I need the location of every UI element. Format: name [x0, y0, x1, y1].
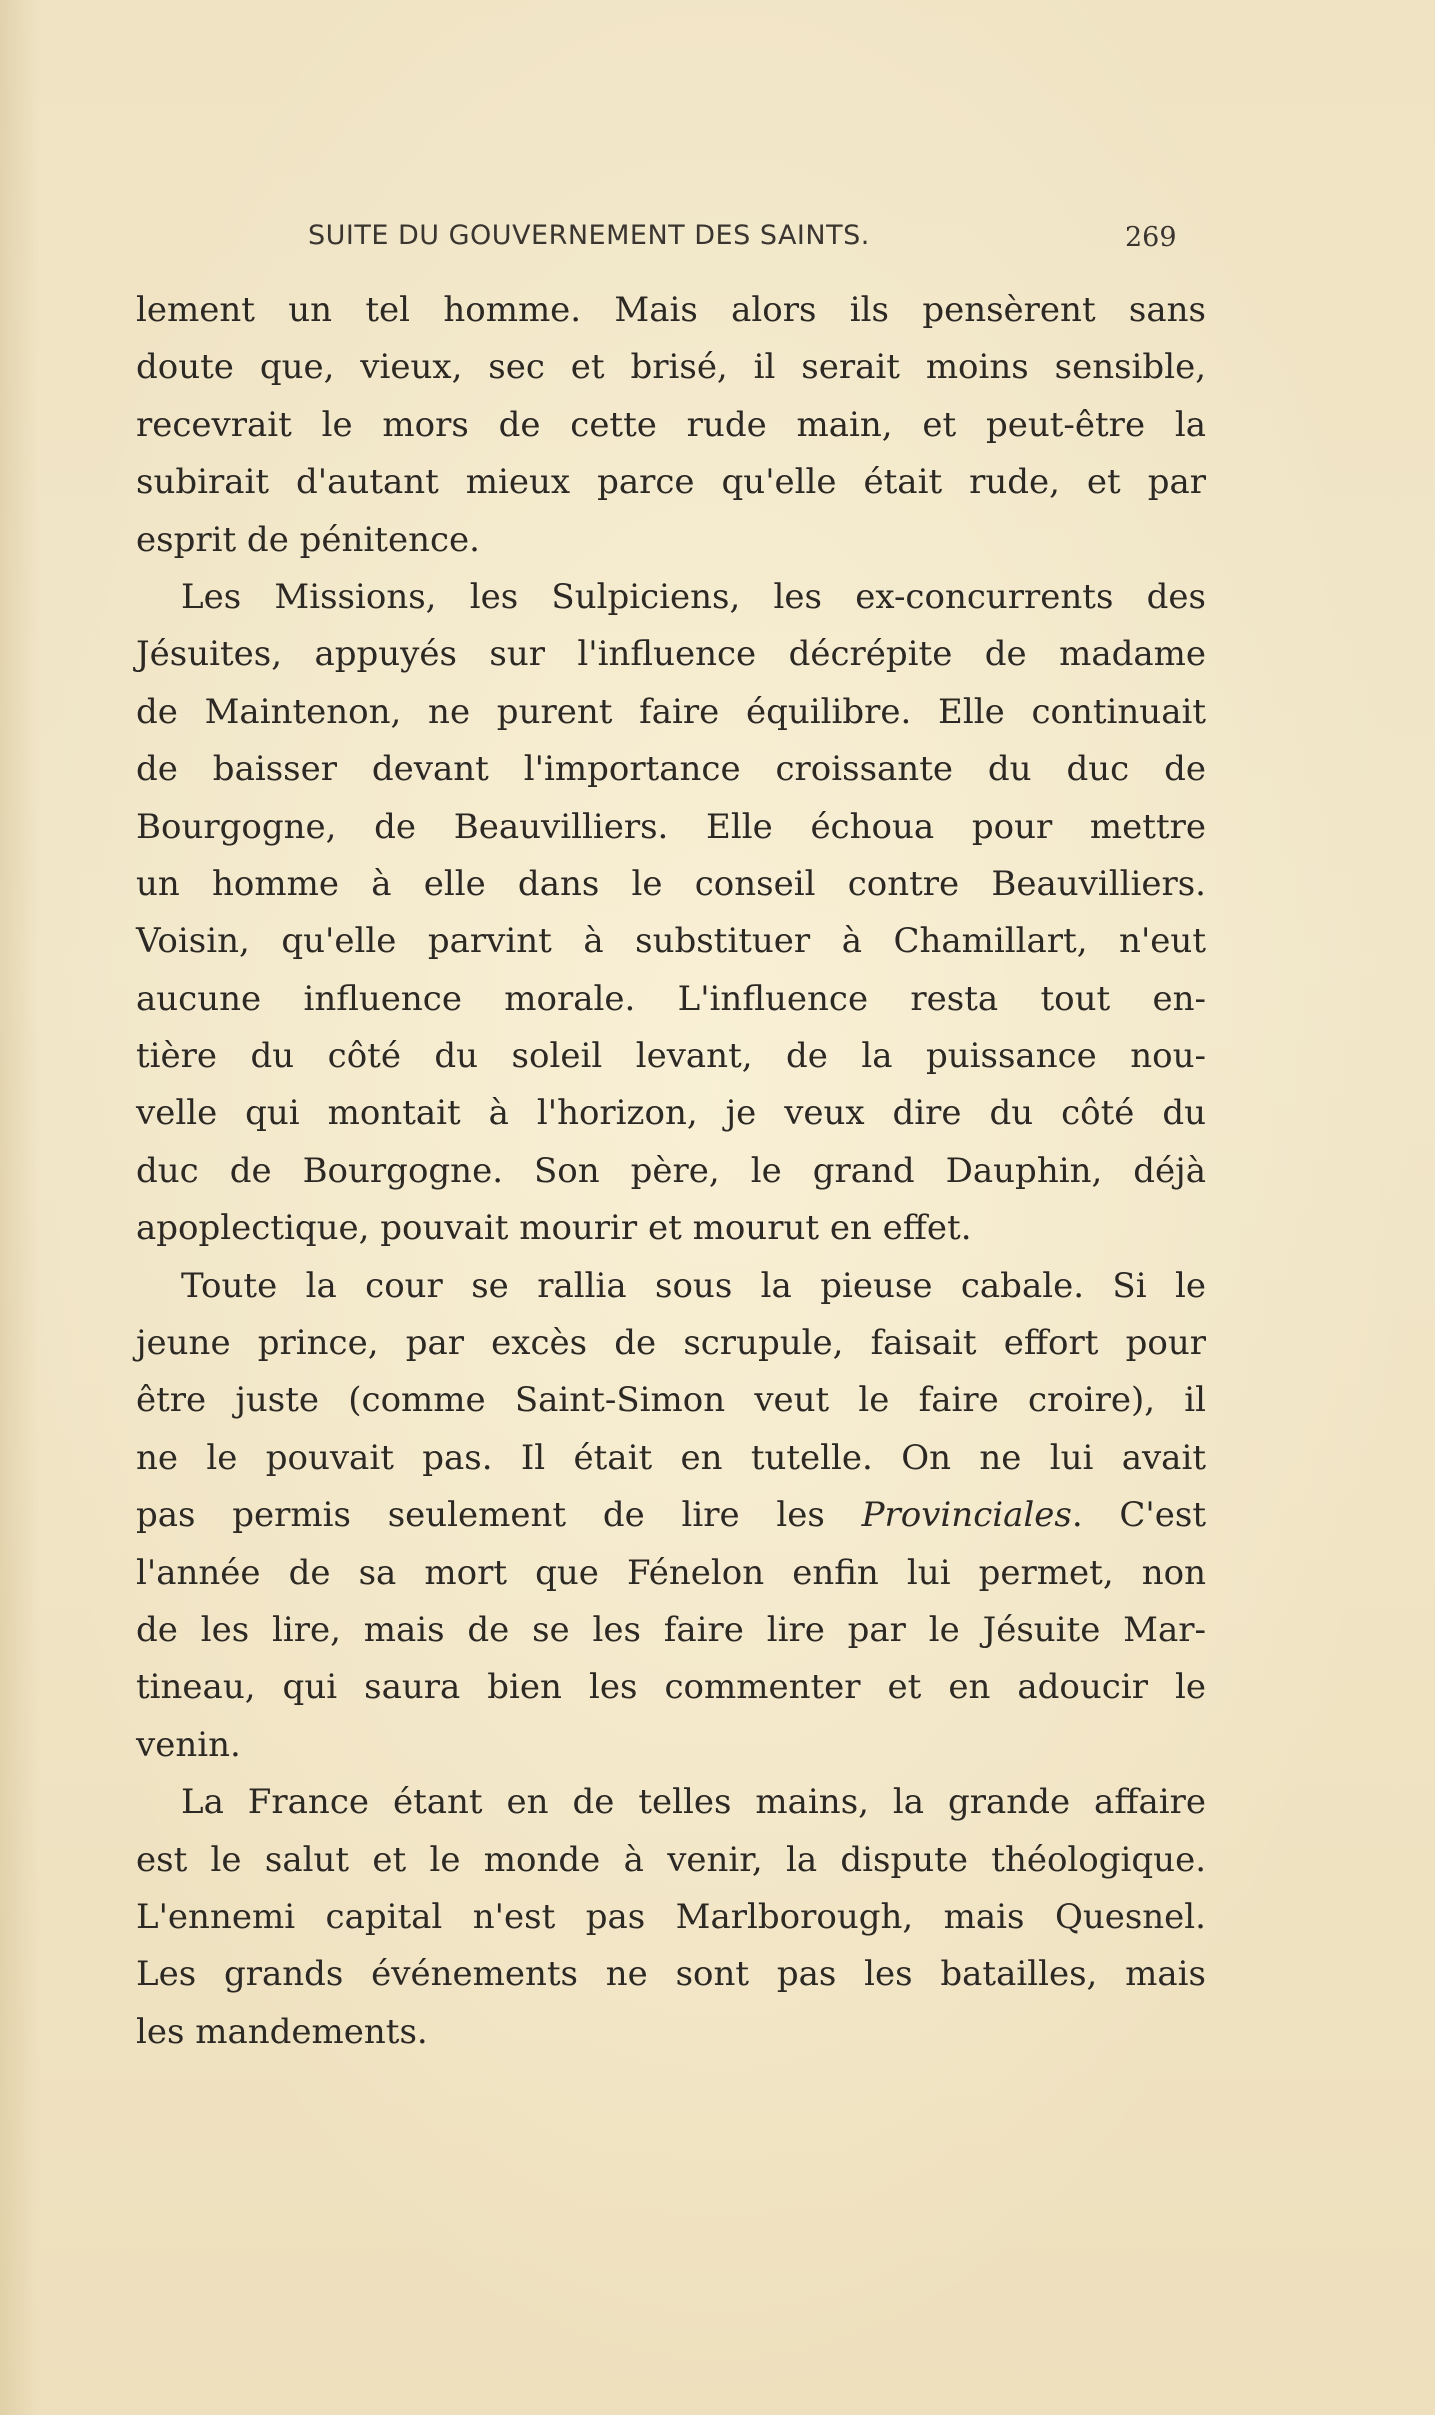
- text-line: un homme à elle dans le conseil contre Beauvilliers.: [136, 863, 1206, 904]
- text-line: de baisser devant l'importance croissante du duc de: [136, 749, 1206, 790]
- text-segment: pas permis seulement de lire les: [136, 1495, 825, 1536]
- text-line: jeune prince, par excès de scrupule, faisait effort pour: [136, 1323, 1206, 1364]
- text-line: de Maintenon, ne purent faire équilibre. Elle continuait: [136, 691, 1206, 732]
- text-line: duc de Bourgogne. Son père, le grand Dauphin, déjà: [136, 1150, 1206, 1191]
- text-line: aucune influence morale. L'influence resta tout en-: [136, 978, 1206, 1019]
- text-line: tière du côté du soleil levant, de la puissance nou-: [136, 1036, 1206, 1077]
- paragraph-3: [136, 1258, 1206, 1775]
- text-line: de les lire, mais de se les faire lire par le Jésuite Mar-: [136, 1609, 1206, 1650]
- body-text: [136, 282, 1206, 2061]
- text-line: doute que, vieux, sec et brisé, il serait moins sensible,: [136, 347, 1206, 388]
- text-line: l'année de sa mort que Fénelon enfin lui permet, non: [136, 1552, 1206, 1593]
- text-line: subirait d'autant mieux parce qu'elle était rude, et par: [136, 462, 1206, 503]
- text-line: Voisin, qu'elle parvint à substituer à Chamillart, n'eut: [136, 921, 1206, 962]
- running-title: SUITE DU GOUVERNEMENT DES SAINTS.: [308, 220, 870, 251]
- page-header: [0, 220, 1435, 260]
- text-line: être juste (comme Saint-Simon veut le faire croire), il: [136, 1380, 1206, 1421]
- text-line: ne le pouvait pas. Il était en tutelle. On ne lui avait: [136, 1437, 1206, 1478]
- italic-title: Provinciales: [861, 1495, 1072, 1536]
- text-line: Jésuites, appuyés sur l'influence décrépite de madame: [136, 634, 1206, 675]
- text-line: recevrait le mors de cette rude main, et peut-être la: [136, 404, 1206, 445]
- text-line: lement un tel homme. Mais alors ils pensèrent sans: [136, 290, 1206, 330]
- text-line: venin.: [136, 1724, 241, 1765]
- text-line: esprit de pénitence.: [136, 519, 480, 560]
- text-line: les mandements.: [136, 2011, 428, 2052]
- text-line: La France étant en de telles mains, la grande affaire: [181, 1782, 1206, 1823]
- text-line: est le salut et le monde à venir, la dispute théologique.: [136, 1839, 1206, 1880]
- text-line: Bourgogne, de Beauvilliers. Elle échoua pour mettre: [136, 806, 1206, 847]
- text-line: L'ennemi capital n'est pas Marlborough, mais Quesnel.: [136, 1896, 1206, 1937]
- text-line-with-italic: [136, 1487, 1206, 1544]
- text-line: velle qui montait à l'horizon, je veux dire du côté du: [136, 1093, 1206, 1134]
- text-line: tineau, qui saura bien les commenter et en adoucir le: [136, 1667, 1206, 1708]
- text-line: Les grands événements ne sont pas les batailles, mais: [136, 1954, 1206, 1995]
- paragraph-1: [136, 282, 1206, 569]
- text-segment: . C'est: [1071, 1495, 1206, 1536]
- text-line: apoplectique, pouvait mourir et mourut en effet.: [136, 1208, 972, 1249]
- text-line: Toute la cour se rallia sous la pieuse cabale. Si le: [181, 1265, 1206, 1306]
- paragraph-2: [136, 569, 1206, 1258]
- text-line: Les Missions, les Sulpiciens, les ex-concurrents des: [181, 576, 1206, 617]
- page-number: 269: [1125, 222, 1177, 253]
- paragraph-4: [136, 1774, 1206, 2061]
